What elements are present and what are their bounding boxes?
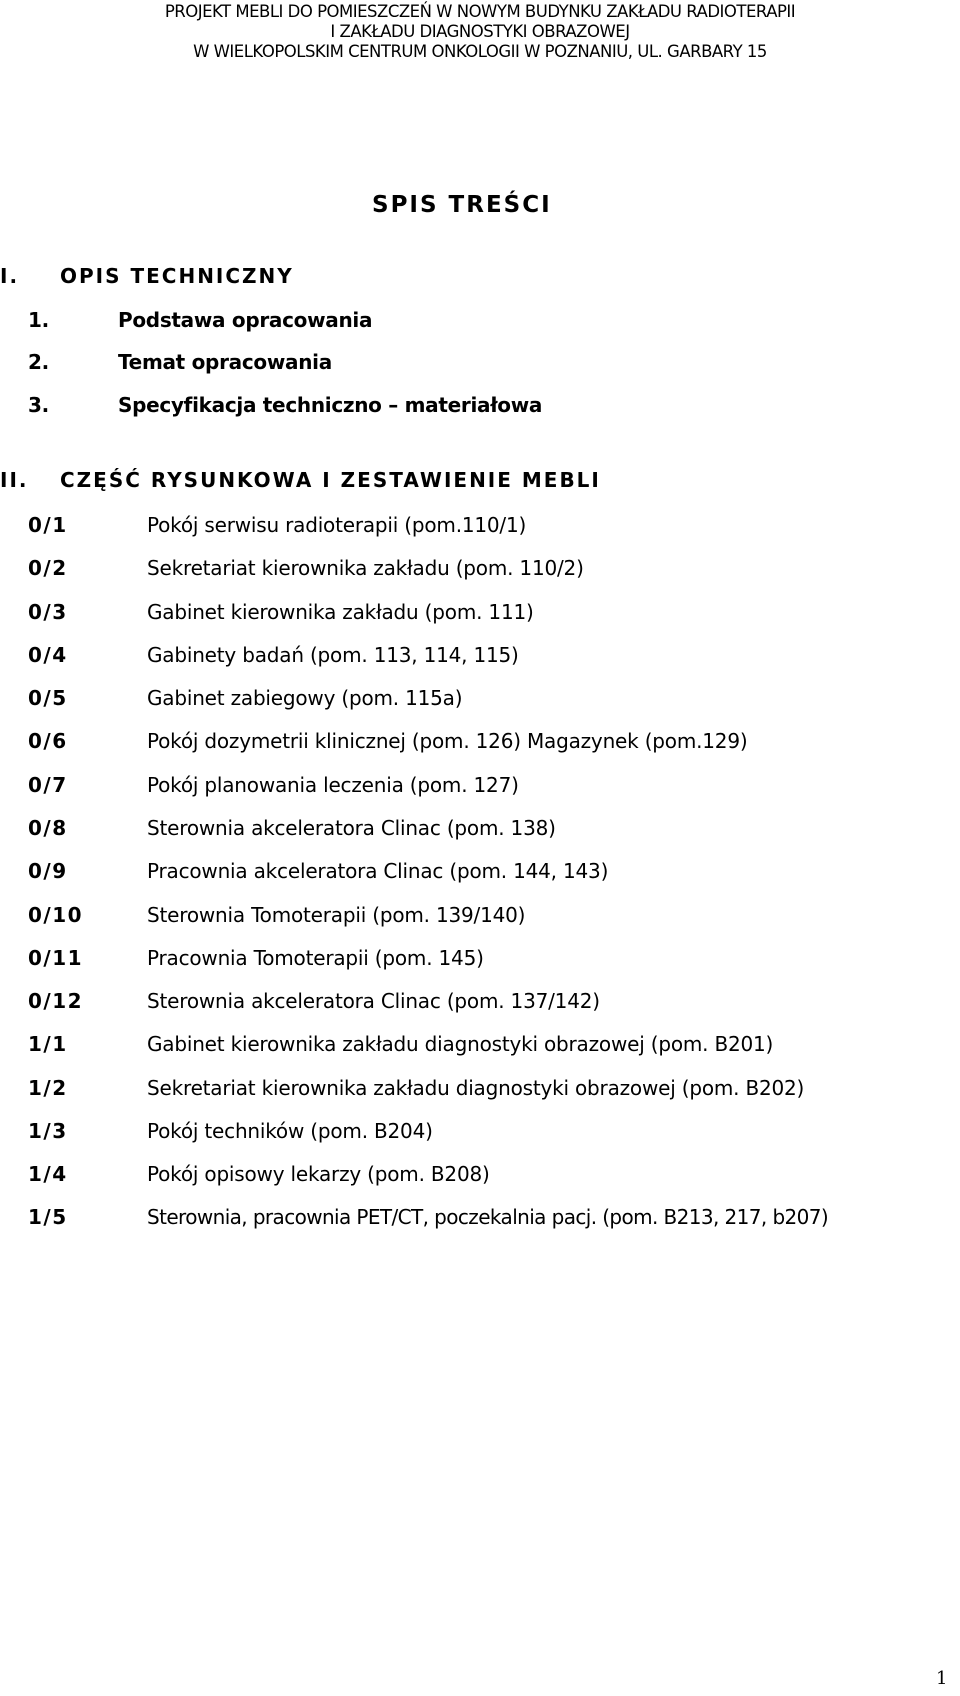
drawing-label: Gabinet zabiegowy (pom. 115a): [147, 686, 463, 710]
drawing-number: 0/10: [28, 903, 84, 927]
section-2-heading: [0, 468, 601, 492]
drawing-number: 1/5: [28, 1205, 68, 1229]
drawing-label: Pracownia Tomoterapii (pom. 145): [147, 946, 484, 970]
drawing-label: Gabinety badań (pom. 113, 114, 115): [147, 643, 519, 667]
drawing-number: 1/3: [28, 1119, 68, 1143]
drawing-list-item: [28, 903, 525, 927]
drawing-label: Sterownia akceleratora Clinac (pom. 138): [147, 816, 556, 840]
item-label: Podstawa opracowania: [118, 308, 373, 332]
header-line-3: W WIELKOPOLSKIM CENTRUM ONKOLOGII W POZNANIU, UL. GARBARY 15: [193, 42, 767, 61]
drawing-list-item: [28, 989, 600, 1013]
drawing-list-item: [28, 1119, 433, 1143]
drawing-list-item: [28, 513, 526, 537]
item-label: Temat opracowania: [118, 350, 332, 374]
drawing-label: Pokój serwisu radioterapii (pom.110/1): [147, 513, 527, 537]
drawing-number: 1/2: [28, 1076, 68, 1100]
item-number: 1.: [28, 308, 49, 332]
drawing-number: 0/8: [28, 816, 68, 840]
document-header: [0, 2, 960, 62]
drawing-list-item: [28, 816, 556, 840]
drawing-number: 0/2: [28, 556, 68, 580]
item-number: 3.: [28, 393, 49, 417]
header-line-1: PROJEKT MEBLI DO POMIESZCZEŃ W NOWYM BUDYNKU ZAKŁADU RADIOTERAPII: [164, 2, 796, 21]
drawing-number: 0/9: [28, 859, 68, 883]
section-1-number: I.: [0, 264, 20, 288]
drawing-list-item: [28, 1032, 773, 1056]
drawing-list-item: [28, 1205, 828, 1229]
section-1-heading: [0, 264, 294, 288]
drawing-label: Pokój opisowy lekarzy (pom. B208): [147, 1162, 490, 1186]
item-number: 2.: [28, 350, 49, 374]
drawing-number: 0/12: [28, 989, 84, 1013]
drawing-number: 0/4: [28, 643, 68, 667]
drawing-label: Gabinet kierownika zakładu diagnostyki obrazowej (pom. B201): [147, 1032, 774, 1056]
drawing-list-item: [28, 1076, 804, 1100]
drawing-label: Pracownia akceleratora Clinac (pom. 144, 143): [147, 859, 609, 883]
section-2-title: CZĘŚĆ RYSUNKOWA I ZESTAWIENIE MEBLI: [60, 468, 601, 492]
section-1-item: [28, 393, 542, 417]
drawing-number: 1/4: [28, 1162, 68, 1186]
drawing-number: 0/11: [28, 946, 84, 970]
drawing-number: 0/6: [28, 729, 68, 753]
toc-title: SPIS TREŚCI: [372, 192, 552, 218]
drawing-list-item: [28, 643, 519, 667]
drawing-label: Pokój dozymetrii klinicznej (pom. 126) Magazynek (pom.129): [147, 729, 748, 753]
drawing-number: 0/1: [28, 513, 68, 537]
section-1-item: [28, 308, 372, 332]
drawing-list-item: [28, 686, 462, 710]
drawing-number: 1/1: [28, 1032, 68, 1056]
drawing-label: Sekretariat kierownika zakładu (pom. 110/2): [147, 556, 584, 580]
drawing-label: Gabinet kierownika zakładu (pom. 111): [147, 600, 534, 624]
section-2-number: II.: [0, 468, 29, 492]
drawing-label: Sekretariat kierownika zakładu diagnostyki obrazowej (pom. B202): [147, 1076, 805, 1100]
drawing-number: 0/3: [28, 600, 68, 624]
section-1-item: [28, 350, 332, 374]
drawing-number: 0/7: [28, 773, 68, 797]
drawing-list-item: [28, 773, 519, 797]
header-line-2: I ZAKŁADU DIAGNOSTYKI OBRAZOWEJ: [330, 22, 630, 41]
drawing-list-item: [28, 600, 534, 624]
drawing-list-item: [28, 729, 747, 753]
drawing-label: Sterownia akceleratora Clinac (pom. 137/142): [147, 989, 600, 1013]
section-1-title: OPIS TECHNICZNY: [60, 264, 294, 288]
drawing-list-item: [28, 1162, 490, 1186]
drawing-list-item: [28, 556, 584, 580]
drawing-label: Pokój planowania leczenia (pom. 127): [147, 773, 519, 797]
item-label: Specyfikacja techniczno – materiałowa: [118, 393, 543, 417]
drawing-label: Sterownia, pracownia PET/CT, poczekalnia pacj. (pom. B213, 217, b207): [147, 1205, 829, 1229]
drawing-label: Pokój techników (pom. B204): [147, 1119, 433, 1143]
drawing-label: Sterownia Tomoterapii (pom. 139/140): [147, 903, 526, 927]
drawing-number: 0/5: [28, 686, 68, 710]
drawing-list-item: [28, 859, 608, 883]
page-number: 1: [936, 1668, 948, 1689]
drawing-list-item: [28, 946, 484, 970]
